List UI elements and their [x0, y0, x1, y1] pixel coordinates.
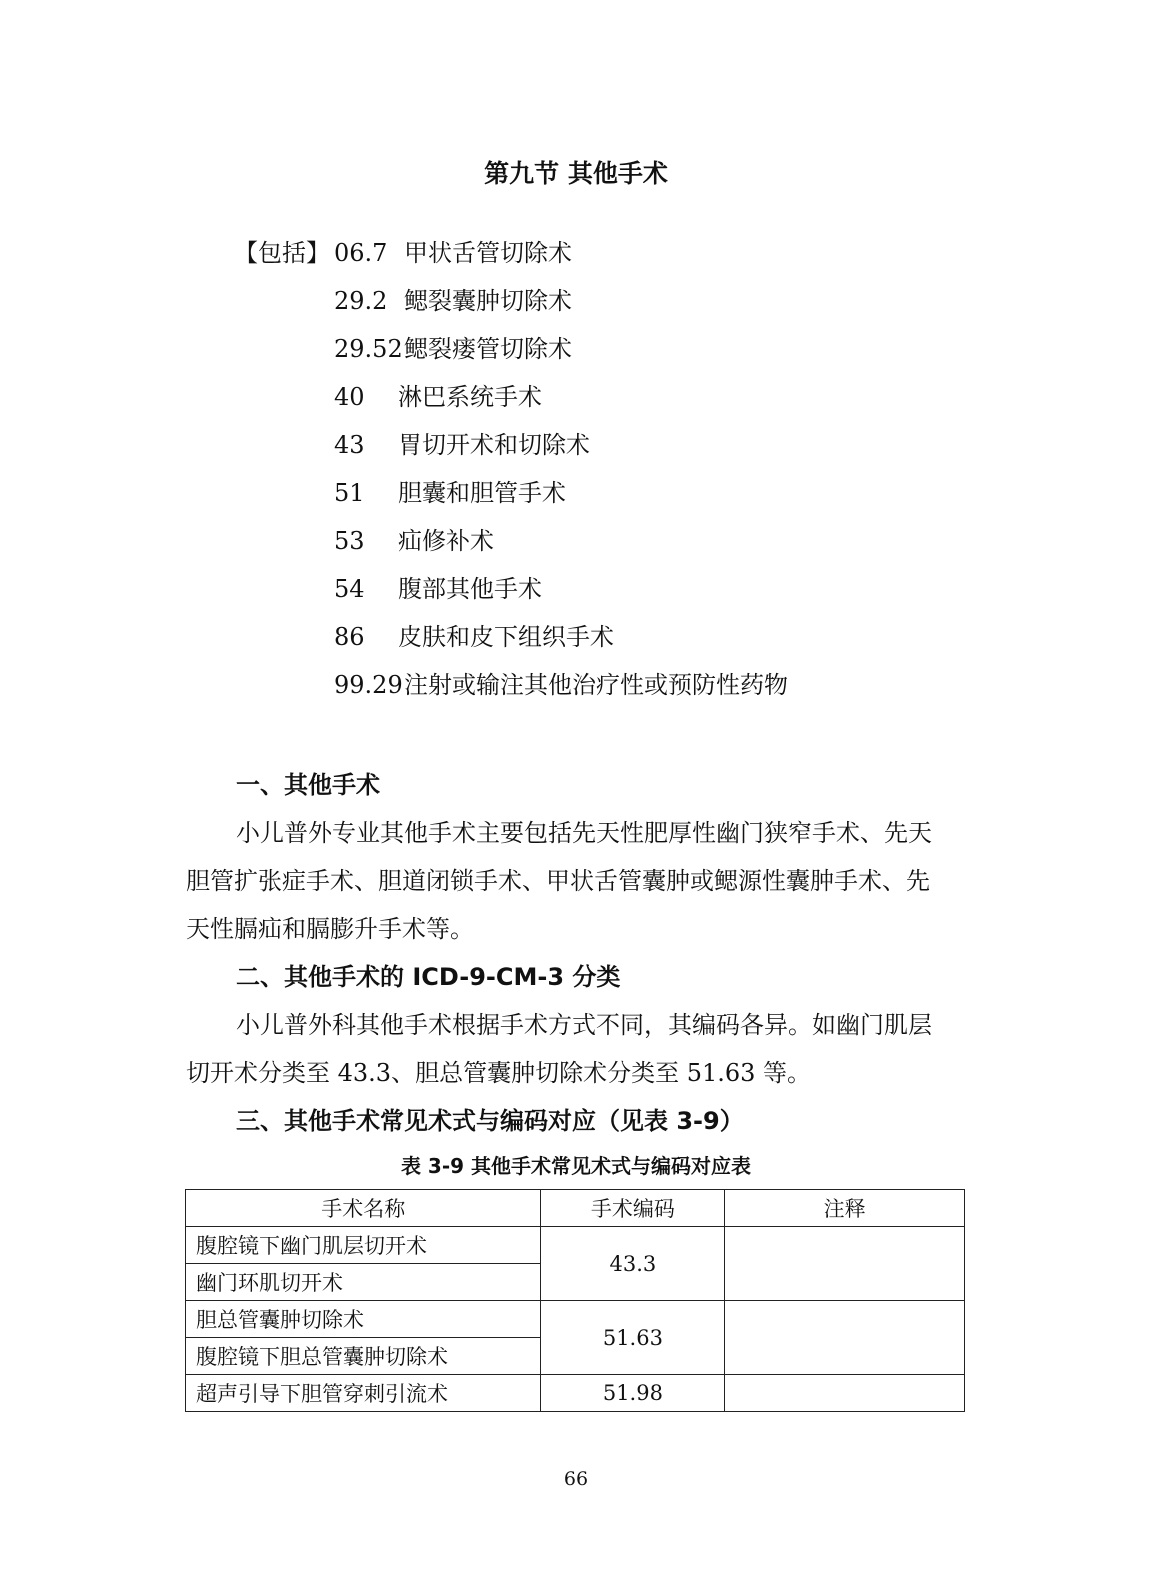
code-table	[185, 1189, 965, 1412]
includes-name: 腹部其他手术	[398, 575, 542, 603]
section-heading: 一、其他手术	[236, 771, 380, 799]
table-header-note: 注释	[725, 1190, 965, 1227]
table-cell-name: 腹腔镜下胆总管囊肿切除术	[186, 1338, 541, 1375]
table-cell-code: 51.63	[541, 1301, 725, 1375]
includes-code: 53	[334, 527, 365, 555]
includes-label: 【包括】	[234, 239, 330, 267]
table-cell-code: 51.98	[541, 1375, 725, 1412]
includes-code: 99.29	[334, 671, 403, 699]
includes-name: 疝修补术	[398, 527, 494, 555]
section-title: 第九节 其他手术	[484, 159, 668, 188]
paragraph-line: 小儿普外专业其他手术主要包括先天性肥厚性幽门狭窄手术、先天	[236, 819, 932, 847]
paragraph-line: 天性膈疝和膈膨升手术等。	[186, 915, 474, 943]
table-row	[186, 1301, 965, 1338]
table-row	[186, 1375, 965, 1412]
section-heading: 三、其他手术常见术式与编码对应（见表 3-9）	[236, 1107, 744, 1135]
table-cell-name: 腹腔镜下幽门肌层切开术	[186, 1227, 541, 1264]
includes-code: 43	[334, 431, 365, 459]
includes-code: 51	[334, 479, 365, 507]
paragraph-line: 切开术分类至 43.3、胆总管囊肿切除术分类至 51.63 等。	[186, 1059, 812, 1087]
includes-code: 06.7	[334, 239, 388, 267]
section-heading: 二、其他手术的 ICD-9-CM-3 分类	[236, 963, 621, 991]
includes-name: 胆囊和胆管手术	[398, 479, 566, 507]
includes-code: 29.2	[334, 287, 388, 315]
includes-code: 86	[334, 623, 365, 651]
paragraph-line: 小儿普外科其他手术根据手术方式不同，其编码各异。如幽门肌层	[236, 1011, 932, 1039]
includes-name: 胃切开术和切除术	[398, 431, 590, 459]
table-cell-code: 43.3	[541, 1227, 725, 1301]
table-cell-note	[725, 1375, 965, 1412]
includes-name: 注射或输注其他治疗性或预防性药物	[404, 671, 788, 699]
table-cell-name: 幽门环肌切开术	[186, 1264, 541, 1301]
includes-code: 40	[334, 383, 365, 411]
includes-name: 鳃裂瘘管切除术	[404, 335, 572, 363]
page-number: 66	[563, 1468, 589, 1490]
includes-code: 29.52	[334, 335, 403, 363]
table-cell-note	[725, 1227, 965, 1301]
includes-name: 甲状舌管切除术	[404, 239, 572, 267]
includes-name: 皮肤和皮下组织手术	[398, 623, 614, 651]
table-header-code: 手术编码	[541, 1190, 725, 1227]
table-cell-note	[725, 1301, 965, 1375]
table-row	[186, 1227, 965, 1264]
table-cell-name: 胆总管囊肿切除术	[186, 1301, 541, 1338]
includes-name: 鳃裂囊肿切除术	[404, 287, 572, 315]
includes-code: 54	[334, 575, 365, 603]
paragraph-line: 胆管扩张症手术、胆道闭锁手术、甲状舌管囊肿或鳃源性囊肿手术、先	[186, 867, 930, 895]
includes-name: 淋巴系统手术	[398, 383, 542, 411]
table-caption: 表 3-9 其他手术常见术式与编码对应表	[400, 1154, 752, 1178]
table-header-name: 手术名称	[186, 1190, 541, 1227]
table-cell-name: 超声引导下胆管穿刺引流术	[186, 1375, 541, 1412]
table-header-row	[186, 1190, 965, 1227]
